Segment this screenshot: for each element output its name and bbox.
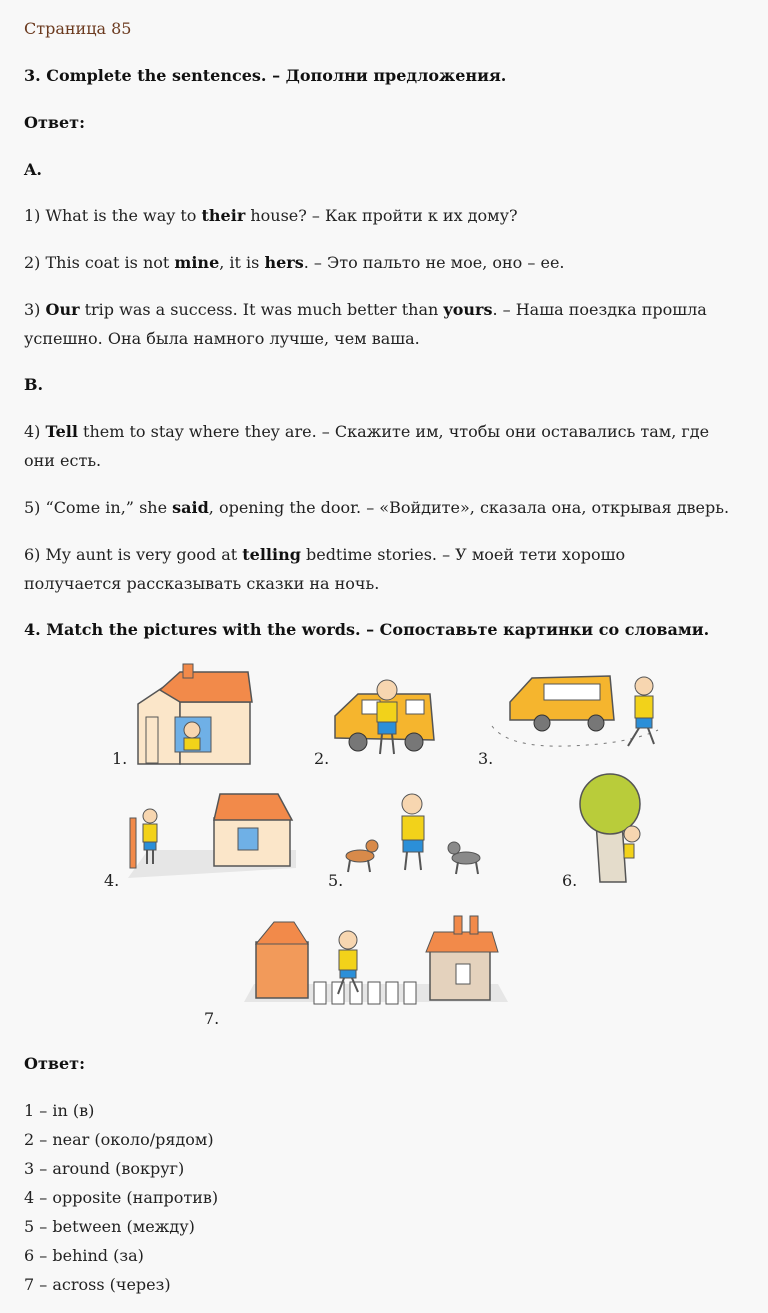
exercise-3-title: 3. Complete the sentences. – Дополни предложения. bbox=[24, 66, 507, 85]
list-item: 5 – between (между) bbox=[24, 1217, 195, 1236]
sentence-4: 4) Tell them to stay where they are. – Скажите им, чтобы они оставались там, где они есть. bbox=[24, 422, 710, 470]
part-a-label: A. bbox=[24, 160, 42, 179]
picture-number-7: 7. bbox=[204, 1009, 220, 1028]
sentence-1: 1) What is the way to their house? – Как пройти к их дому? bbox=[24, 206, 518, 225]
answers-list bbox=[24, 1096, 744, 1299]
exercise-4-title: 4. Match the pictures with the words. – Сопоставьте картинки со словами. bbox=[24, 620, 710, 639]
breadcrumb[interactable]: Страница 85 bbox=[24, 19, 132, 38]
picture-2-boy-near-bus bbox=[330, 676, 440, 760]
part-b-label: B. bbox=[24, 375, 44, 394]
list-item: 7 – across (через) bbox=[24, 1275, 171, 1294]
list-item: 3 – around (вокруг) bbox=[24, 1159, 185, 1178]
answer-label-2: Ответ: bbox=[24, 1054, 85, 1073]
picture-number-2: 2. bbox=[314, 749, 330, 768]
picture-4-boy-opposite-house bbox=[128, 788, 296, 884]
list-item: 6 – behind (за) bbox=[24, 1246, 144, 1265]
answer-label: Ответ: bbox=[24, 113, 85, 132]
picture-3-boy-around-bus bbox=[488, 668, 668, 754]
list-item: 2 – near (около/рядом) bbox=[24, 1130, 214, 1149]
picture-7-boy-across-crosswalk bbox=[244, 912, 508, 1012]
sentence-5: 5) “Come in,” she said, opening the door. – «Войдите», сказала она, открывая дверь. bbox=[24, 498, 730, 517]
picture-5-boy-between-dogs bbox=[342, 790, 490, 876]
picture-number-6: 6. bbox=[562, 871, 578, 890]
picture-6-boy-behind-tree bbox=[566, 772, 666, 886]
sentence-6: 6) My aunt is very good at telling bedtime stories. – У моей тети хорошо получается рассказывать сказки на ночь. bbox=[24, 545, 626, 593]
picture-1-boy-in-house bbox=[130, 662, 255, 767]
list-item: 1 – in (в) bbox=[24, 1101, 95, 1120]
sentence-2: 2) This coat is not mine, it is hers. – Это пальто не мое, оно – ее. bbox=[24, 253, 565, 272]
sentence-3: 3) Our trip was a success. It was much better than yours. – Наша поездка прошла успешно. Она была намного лучше, чем ваша. bbox=[24, 300, 707, 348]
picture-number-5: 5. bbox=[328, 871, 344, 890]
picture-number-4: 4. bbox=[104, 871, 120, 890]
picture-number-1: 1. bbox=[112, 749, 128, 768]
picture-number-3: 3. bbox=[478, 749, 494, 768]
list-item: 4 – opposite (напротив) bbox=[24, 1188, 219, 1207]
